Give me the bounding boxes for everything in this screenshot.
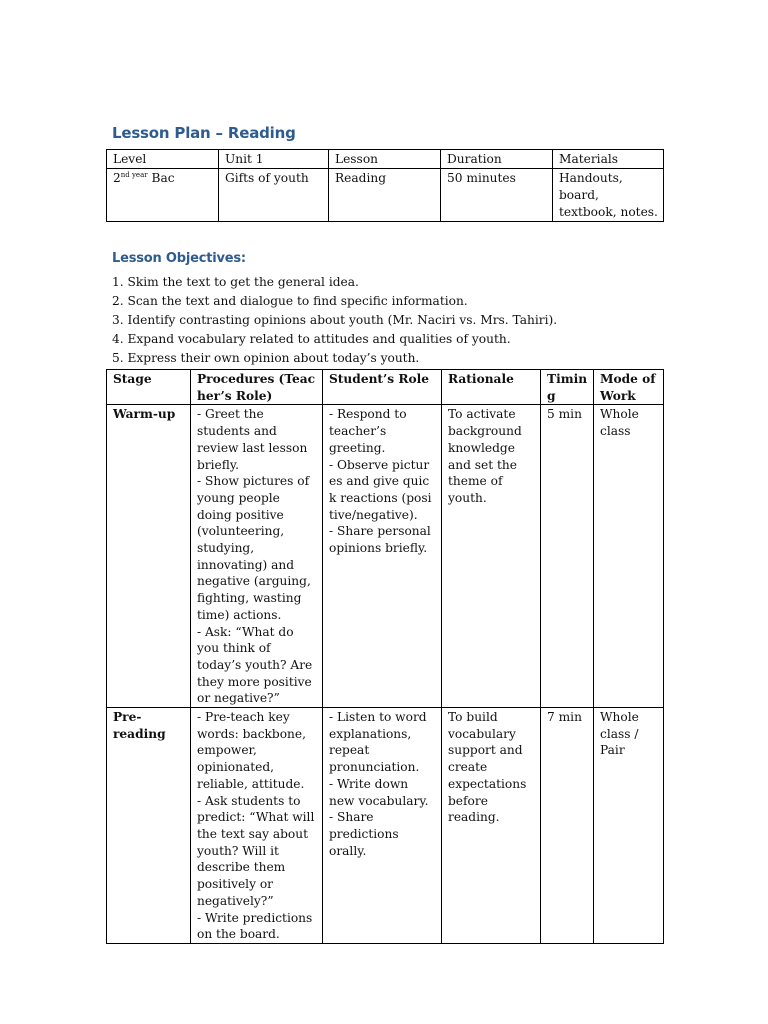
- header-student-role: Student’s Role: [323, 370, 442, 405]
- mode-cell: Whole class: [594, 405, 664, 708]
- student-role-cell: [323, 405, 442, 708]
- table-row: [107, 708, 664, 944]
- mode-cell: Whole class / Pair: [594, 708, 664, 944]
- lesson-procedure-table: [106, 369, 664, 944]
- header-stage: Stage: [107, 370, 191, 405]
- student-role-cell: [323, 708, 442, 944]
- level-number: 2: [113, 171, 121, 185]
- rationale-cell: To activate background knowledge and set the theme of youth.: [442, 405, 541, 708]
- info-materials-cell: Handouts, board, textbook, notes.: [553, 169, 664, 222]
- student-step: - Observe pictures and give quick reactions (positive/negative).: [329, 457, 432, 522]
- procedure-step: - Ask students to predict: “What will the text say about youth? Will it describe them positively or negatively?”: [197, 793, 315, 908]
- info-header-unit: Unit 1: [219, 150, 329, 169]
- student-step: - Respond to teacher’s greeting.: [329, 407, 407, 455]
- level-suffix: Bac: [147, 171, 175, 185]
- header-timing: Timing: [541, 370, 594, 405]
- student-step: - Share personal opinions briefly.: [329, 524, 431, 556]
- procedures-cell: [191, 405, 323, 708]
- objectives-heading: Lesson Objectives:: [112, 251, 246, 266]
- info-duration-cell: 50 minutes: [441, 169, 553, 222]
- student-step: - Write down new vocabulary.: [329, 776, 429, 808]
- timing-cell: 7 min: [541, 708, 594, 944]
- info-unit-cell: Gifts of youth: [219, 169, 329, 222]
- procedure-header-row: [107, 370, 664, 405]
- objectives-list: [112, 273, 712, 368]
- level-superscript: nd year: [120, 170, 148, 179]
- procedure-step: - Write predictions on the board.: [197, 910, 313, 942]
- student-step: - Share predictions orally.: [329, 810, 399, 858]
- objective-item: 3. Identify contrasting opinions about youth (Mr. Naciri vs. Mrs. Tahiri).: [112, 313, 558, 327]
- objective-item: 5. Express their own opinion about today’s youth.: [112, 351, 420, 365]
- info-header-row: [107, 150, 664, 169]
- objective-item: 2. Scan the text and dialogue to find specific information.: [112, 294, 468, 308]
- info-lesson-cell: Reading: [329, 169, 441, 222]
- info-header-materials: Materials: [553, 150, 664, 169]
- stage-cell: Pre-reading: [107, 708, 191, 944]
- objective-item: 1. Skim the text to get the general idea.: [112, 275, 359, 289]
- header-rationale: Rationale: [442, 370, 541, 405]
- procedure-step: - Pre-teach key words: backbone, empower, opinionated, reliable, attitude.: [197, 710, 306, 791]
- procedures-cell: [191, 708, 323, 944]
- timing-cell: 5 min: [541, 405, 594, 708]
- rationale-cell: To build vocabulary support and create expectations before reading.: [442, 708, 541, 944]
- procedure-step: - Ask: “What do you think of today’s youth? Are they more positive or negative?”: [197, 624, 313, 706]
- header-procedures: Procedures (Teacher’s Role): [191, 370, 323, 405]
- info-header-level: Level: [107, 150, 219, 169]
- stage-cell: Warm-up: [107, 405, 191, 708]
- objective-item: 4. Expand vocabulary related to attitudes and qualities of youth.: [112, 332, 511, 346]
- header-mode: Mode of Work: [594, 370, 664, 405]
- info-header-lesson: Lesson: [329, 150, 441, 169]
- student-step: - Listen to word explanations, repeat pronunciation.: [329, 710, 427, 775]
- info-header-duration: Duration: [441, 150, 553, 169]
- info-level-cell: [107, 169, 219, 222]
- lesson-info-table: [106, 149, 664, 222]
- procedure-step: - Show pictures of young people doing positive (volunteering, studying, innovating) and negative (arguing, fighting, wasting time) actions.: [197, 474, 311, 622]
- info-value-row: [107, 169, 664, 222]
- table-row: [107, 405, 664, 708]
- procedure-step: - Greet the students and review last lesson briefly.: [197, 407, 308, 472]
- page-title: Lesson Plan – Reading: [112, 124, 296, 142]
